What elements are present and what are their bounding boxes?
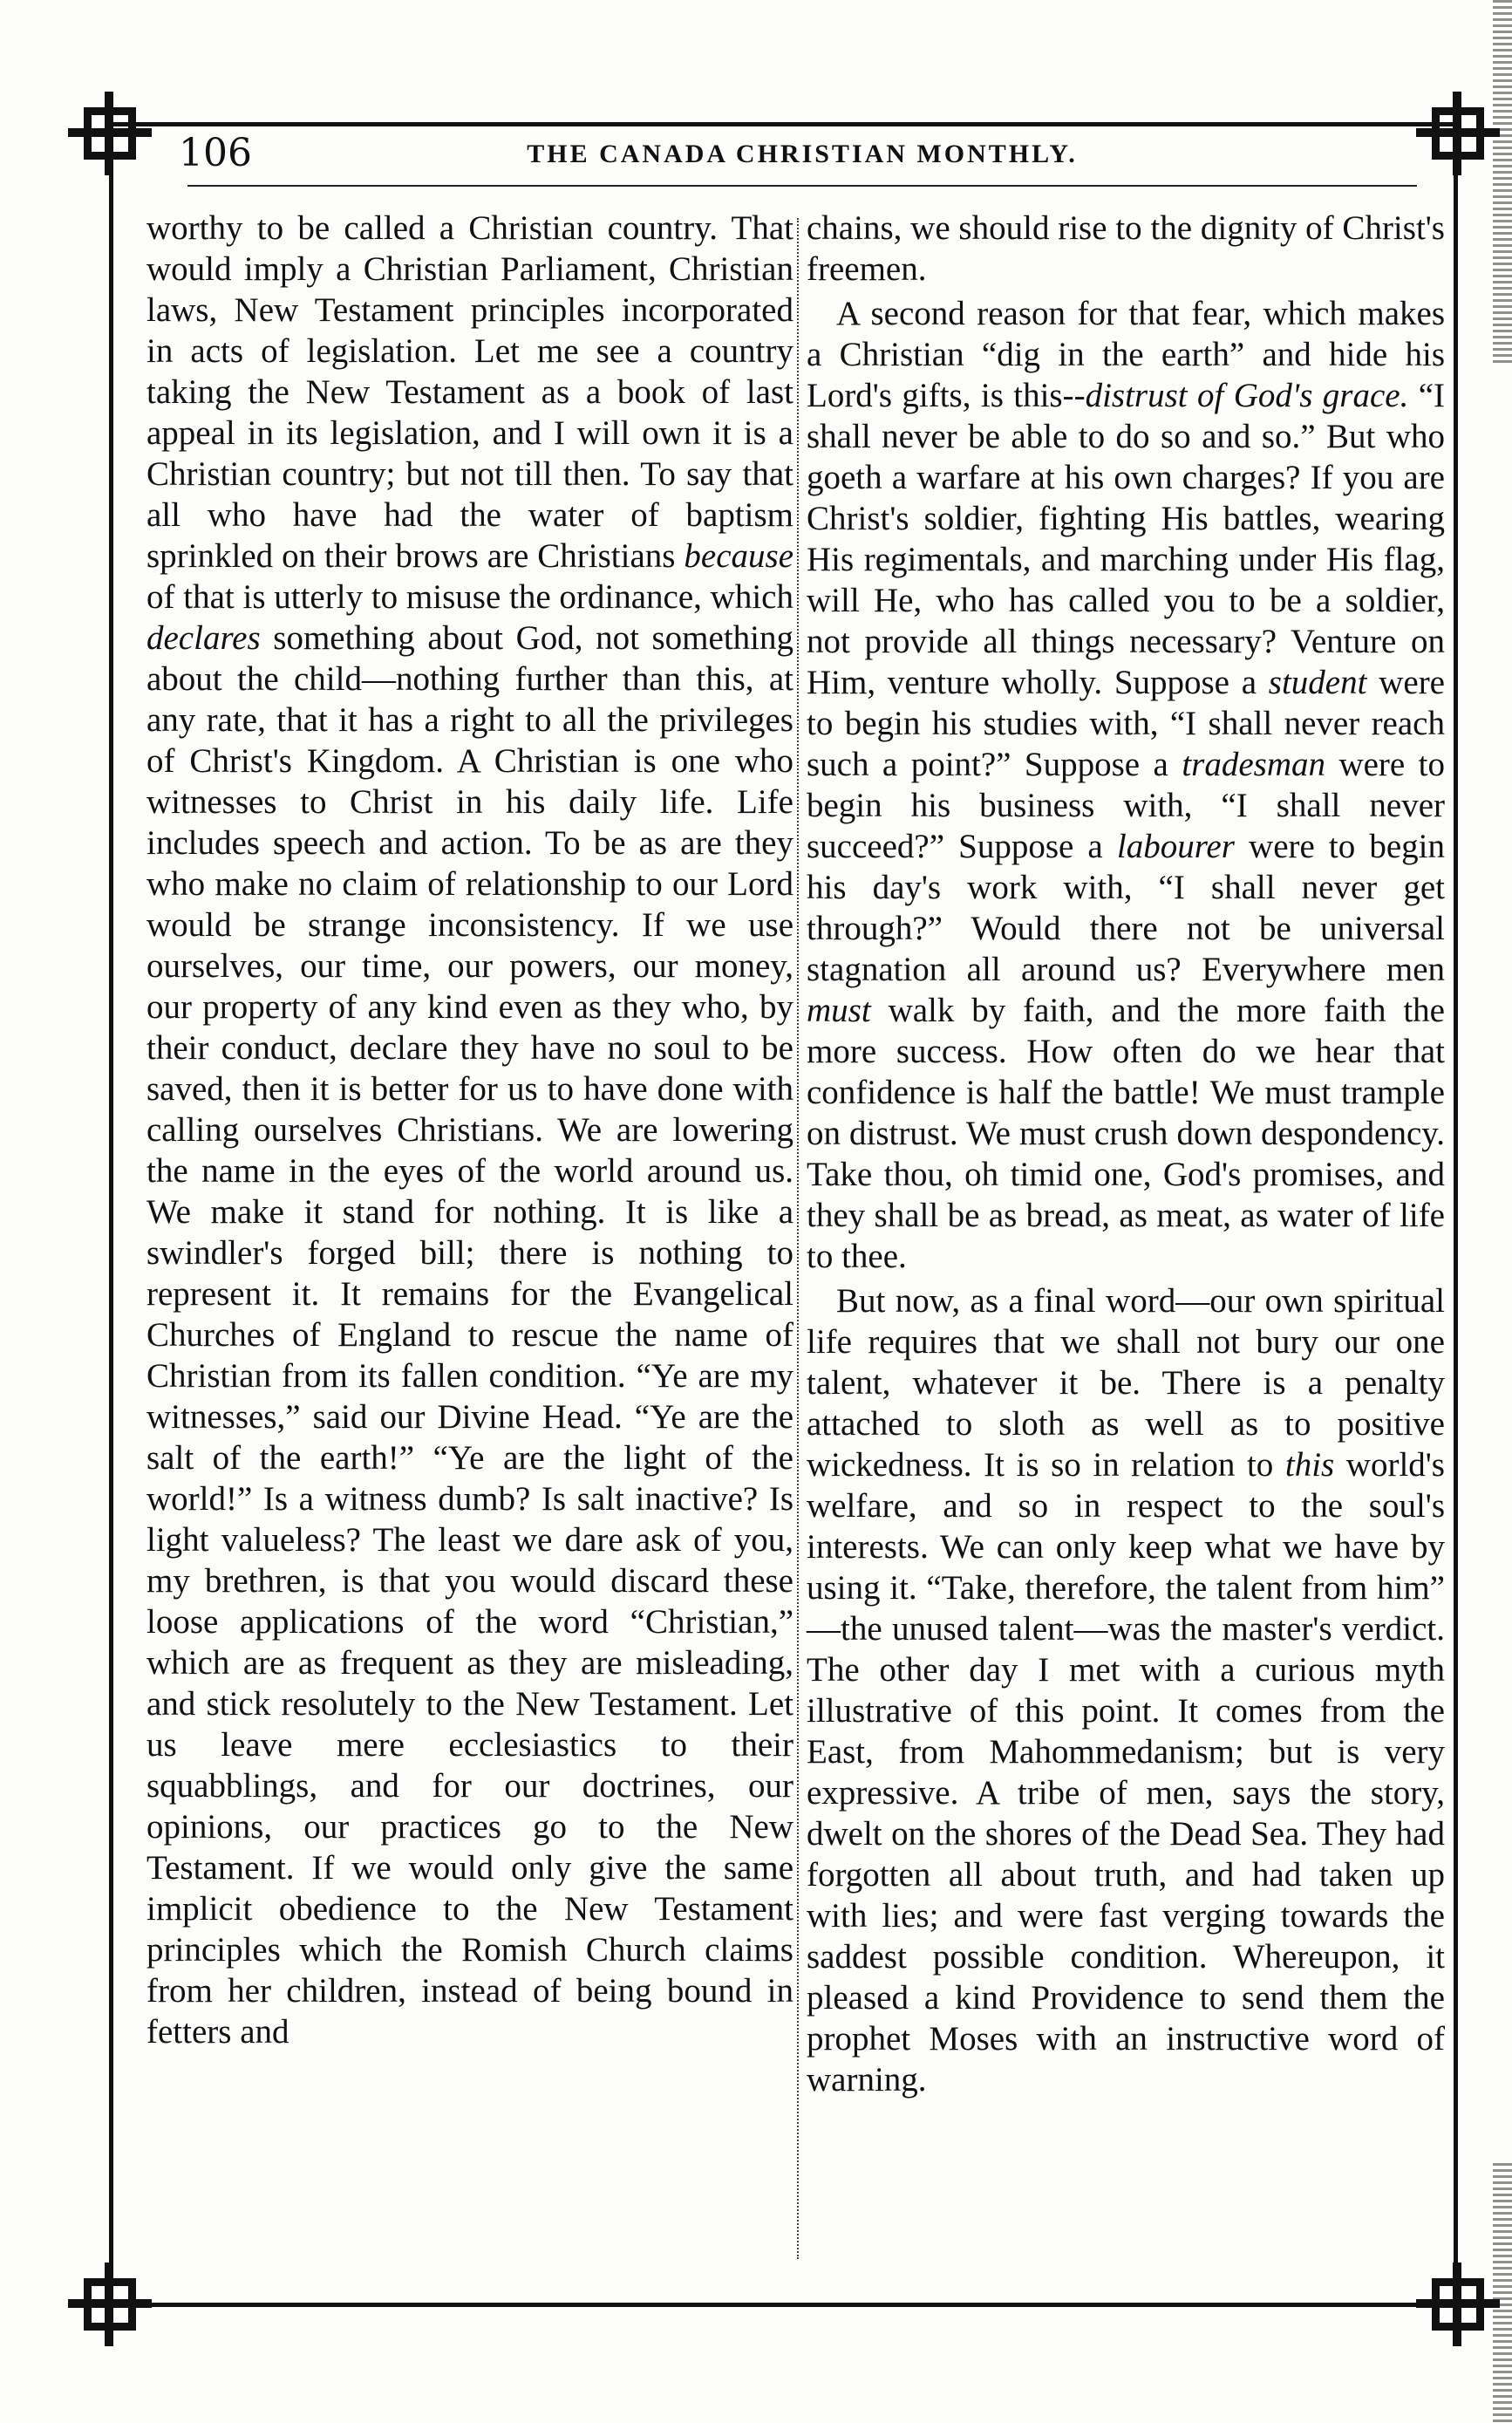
header-rule xyxy=(187,185,1417,187)
corner-ornament-bottom-left xyxy=(68,2263,152,2346)
corner-ornament-top-left xyxy=(68,92,152,175)
corner-ornament-bottom-right xyxy=(1416,2263,1500,2346)
running-header xyxy=(179,131,1426,174)
right-paragraph-2: A second reason for that fear, which makes a Christian “dig in the earth” and hide his Lord's gifts, is this--distrust of God's grace. “I shall never be able to do so and so.” But who goeth a warfare at his own charges? If you are Christ's soldier, fighting His battles, wearing His regimentals, and marching under His flag, will He, who has called you to be a soldier, not provide all things necessary? Venture on Him, venture wholly. Suppose a student were to begin his studies with, “I shall never reach such a point?” Suppose a tradesman were to begin his business with, “I shall never succeed?” Suppose a labourer were to begin his day's work with, “I shall never get through?” Would there not be universal stagnation all around us? Everywhere men must walk by faith, and the more faith the more success. How often do we hear that confidence is half the battle! We must trample on distrust. We must crush down despondency. Take thou, oh timid one, God's promises, and they shall be as bread, as meat, as water of life to thee. xyxy=(807,295,1446,1275)
right-paragraph-1: chains, we should rise to the dignity of Christ's freemen. xyxy=(807,209,1445,288)
running-title: THE CANADA CHRISTIAN MONTHLY. xyxy=(527,140,1078,168)
right-edge-noise xyxy=(1493,0,1512,366)
corner-ornament-top-right xyxy=(1416,92,1500,175)
left-paragraph-1: worthy to be called a Christian country. That would imply a Christian Parliament, Christian laws, New Testament principles incorporated in acts of legislation. Let me see a country taking the New Testament as a book of last appeal in its legislation, and I will own it is a Christian country; but not till then. To say that all who have had the water of baptism sprinkled on their brows are Christians because of that is utterly to misuse the ordinance, which declares something about God, not something about the child—nothing further than this, at any rate, that it has a right to all the privileges of Christ's Kingdom. A Christian is one who witnesses to Christ in his daily life. Life includes speech and action. To be as are they who make no claim of relationship to our Lord would be strange inconsistency. If we use ourselves, our time, our powers, our money, our property of any kind even as they who, by their conduct, declare they have no soul to be saved, then it is better for us to have done with calling ourselves Christians. We are lowering the name in the eyes of the world around us. We make it stand for nothing. It is like a swindler's forged bill; there is nothing to represent it. It remains for the Evangelical Churches of England to rescue the name of Christian from its fallen condition. “Ye are my witnesses,” said our Divine Head. “Ye are the salt of the earth!” “Ye are the light of the world!” Is a witness dumb? Is salt inactive? Is light valueless? The least we dare ask of you, my brethren, is that you would discard these loose applications of the word “Christian,” which are as frequent as they are misleading, and stick resolutely to the New Testament. Let us leave mere ecclesiastics to their squabblings, and for our doctrines, our opinions, our practices go to the New Testament. If we would only give the same implicit obedience to the New Testament principles which the Romish Church claims from her children, instead of being bound in fetters and xyxy=(146,209,793,2051)
right-paragraph-3: But now, as a final word—our own spiritual life requires that we shall not bury our one talent, whatever it be. There is a penalty attached to sloth as well as to positive wickedness. It is so in relation to this world's welfare, and so in respect to the soul's interests. We can only keep what we have by using it. “Take, therefore, the talent from him” —the unused talent—was the master's verdict. The other day I met with a curious myth illustrative of this point. It comes from the East, from Mahommedanism; but is very expressive. A tribe of men, says the story, dwelt on the shores of the Dead Sea. They had forgotten all about truth, and had taken up with lies; and were fast verging towards the saddest possible condition. Whereupon, it pleased a kind Providence to send them the prophet Moses with an instructive word of warning. xyxy=(807,1282,1445,2099)
page-number: 106 xyxy=(179,131,252,175)
right-column xyxy=(807,208,1445,2100)
column-divider xyxy=(797,218,799,2259)
left-column xyxy=(146,208,793,2052)
